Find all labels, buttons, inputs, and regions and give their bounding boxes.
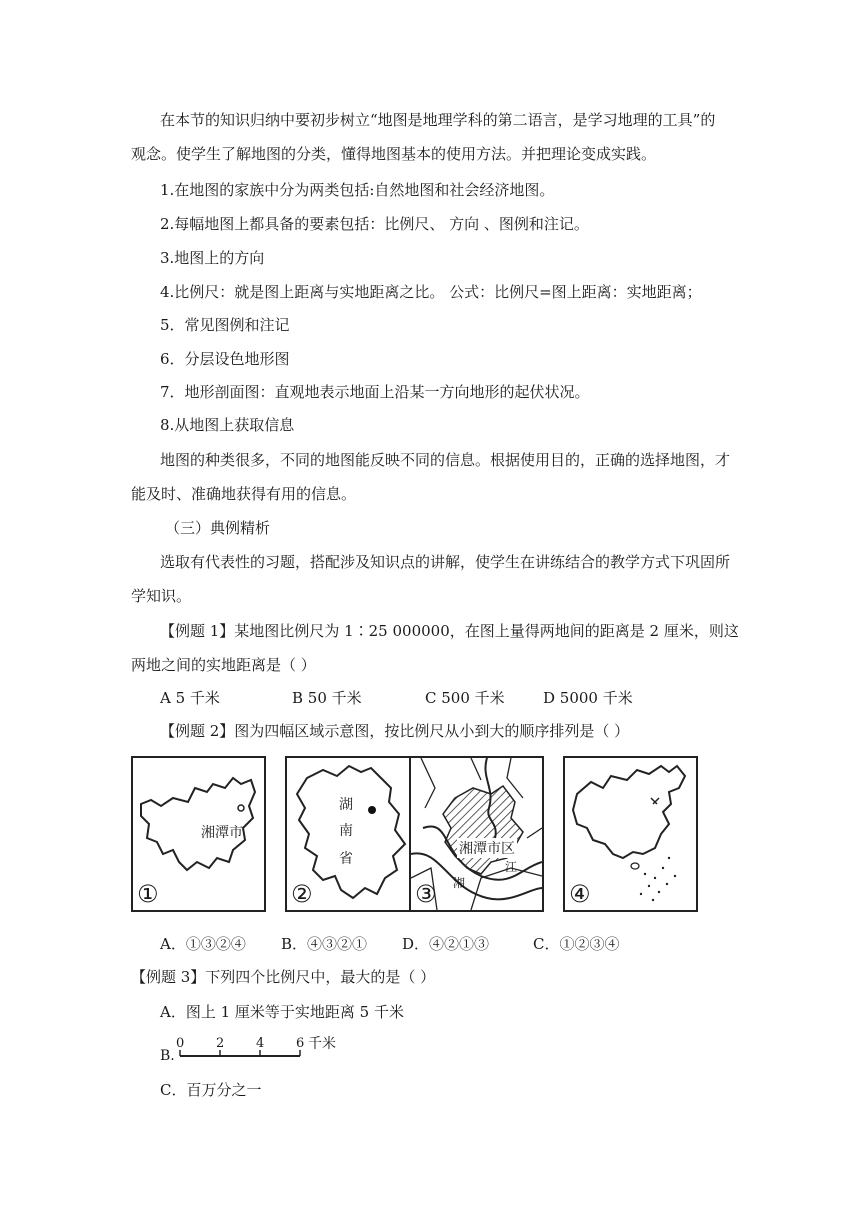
example1-option-b: B 50 千米 — [292, 689, 362, 707]
map-xiangtan-city — [131, 756, 266, 912]
point-1: 1.在地图的家族中分为两类包括:自然地图和社会经济地图。 — [160, 181, 555, 199]
map3-river-jiang: 江 — [505, 860, 518, 874]
scale-tick-2: 2 — [216, 1036, 225, 1051]
map4-number: ④ — [569, 880, 591, 908]
map2-number: ② — [291, 880, 313, 908]
example2-option-a: A．①③②④ — [160, 935, 246, 953]
example1-line-1: 【例题 1】某地图比例尺为 1∶25 000000，在图上量得两地间的距离是 2 厘米，则这 — [160, 622, 739, 640]
map2-label-sheng: 省 — [339, 851, 353, 867]
scale-unit: 千米 — [308, 1036, 336, 1052]
summary-line-2: 能及时、准确地获得有用的信息。 — [131, 485, 357, 503]
example3-option-a: A．图上 1 厘米等于实地距离 5 千米 — [160, 1003, 404, 1021]
scale-tick-4: 4 — [256, 1036, 265, 1051]
example2-option-b: B．④③②① — [281, 935, 368, 953]
example1-line-2: 两地之间的实地距离是（ ） — [131, 656, 316, 674]
map-hunan-province — [285, 756, 420, 912]
point-3: 3.地图上的方向 — [160, 249, 265, 267]
example1-option-a: A 5 千米 — [160, 689, 220, 707]
point-8: 8.从地图上获取信息 — [160, 416, 295, 434]
intro-line-1: 在本节的知识归纳中要初步树立“地图是地理学科的第二语言，是学习地理的工具”的 — [160, 111, 716, 129]
map2-label-nan: 南 — [339, 823, 353, 839]
point-2: 2.每幅地图上都具备的要素包括：比例尺、 方向 、图例和注记。 — [160, 215, 589, 233]
example2-option-c: C．①②③④ — [533, 935, 620, 953]
map3-river-xiang: 湘 — [453, 876, 466, 890]
point-4: 4.比例尺：就是图上距离与实地距离之比。 公式：比例尺=图上距离：实地距离； — [160, 283, 702, 301]
section-desc-1: 选取有代表性的习题，搭配涉及知识点的讲解，使学生在讲练结合的教学方式下巩固所 — [160, 553, 731, 571]
example1-option-c: C 500 千米 — [425, 689, 505, 707]
map3-label: 湘潭市区 — [457, 838, 517, 858]
example3-option-c: C．百万分之一 — [160, 1081, 262, 1099]
scale-tick-6: 6 — [296, 1036, 305, 1051]
map-china — [563, 756, 698, 912]
example2-option-d: D．④②①③ — [402, 935, 490, 953]
example3-option-b-label: B. — [160, 1048, 175, 1064]
map1-number: ① — [137, 880, 159, 908]
example3-question: 【例题 3】下列四个比例尺中，最大的是（ ） — [131, 968, 436, 986]
map1-label: 湘潭市 — [201, 825, 243, 841]
map3-number: ③ — [415, 880, 437, 908]
intro-line-2: 观念。使学生了解地图的分类，懂得地图基本的使用方法。并把理论变成实践。 — [131, 145, 657, 163]
scale-bar — [160, 1034, 360, 1064]
point-6: 6．分层设色地形图 — [160, 350, 290, 368]
section-desc-2: 学知识。 — [131, 587, 192, 605]
point-5: 5．常见图例和注记 — [160, 316, 290, 334]
region-maps — [131, 756, 731, 914]
example1-option-d: D 5000 千米 — [543, 689, 633, 707]
summary-line-1: 地图的种类很多，不同的地图能反映不同的信息。根据使用目的，正确的选择地图，才 — [160, 451, 731, 469]
section-heading: （三）典例精析 — [165, 519, 271, 537]
map-xiangtan-district — [409, 756, 544, 912]
scale-tick-0: 0 — [176, 1036, 185, 1051]
point-7: 7．地形剖面图：直观地表示地面上沿某一方向地形的起伏状况。 — [160, 383, 590, 401]
example2-question: 【例题 2】图为四幅区域示意图，按比例尺从小到大的顺序排列是（ ） — [160, 722, 630, 740]
map2-label-hu: 湖 — [339, 797, 353, 813]
